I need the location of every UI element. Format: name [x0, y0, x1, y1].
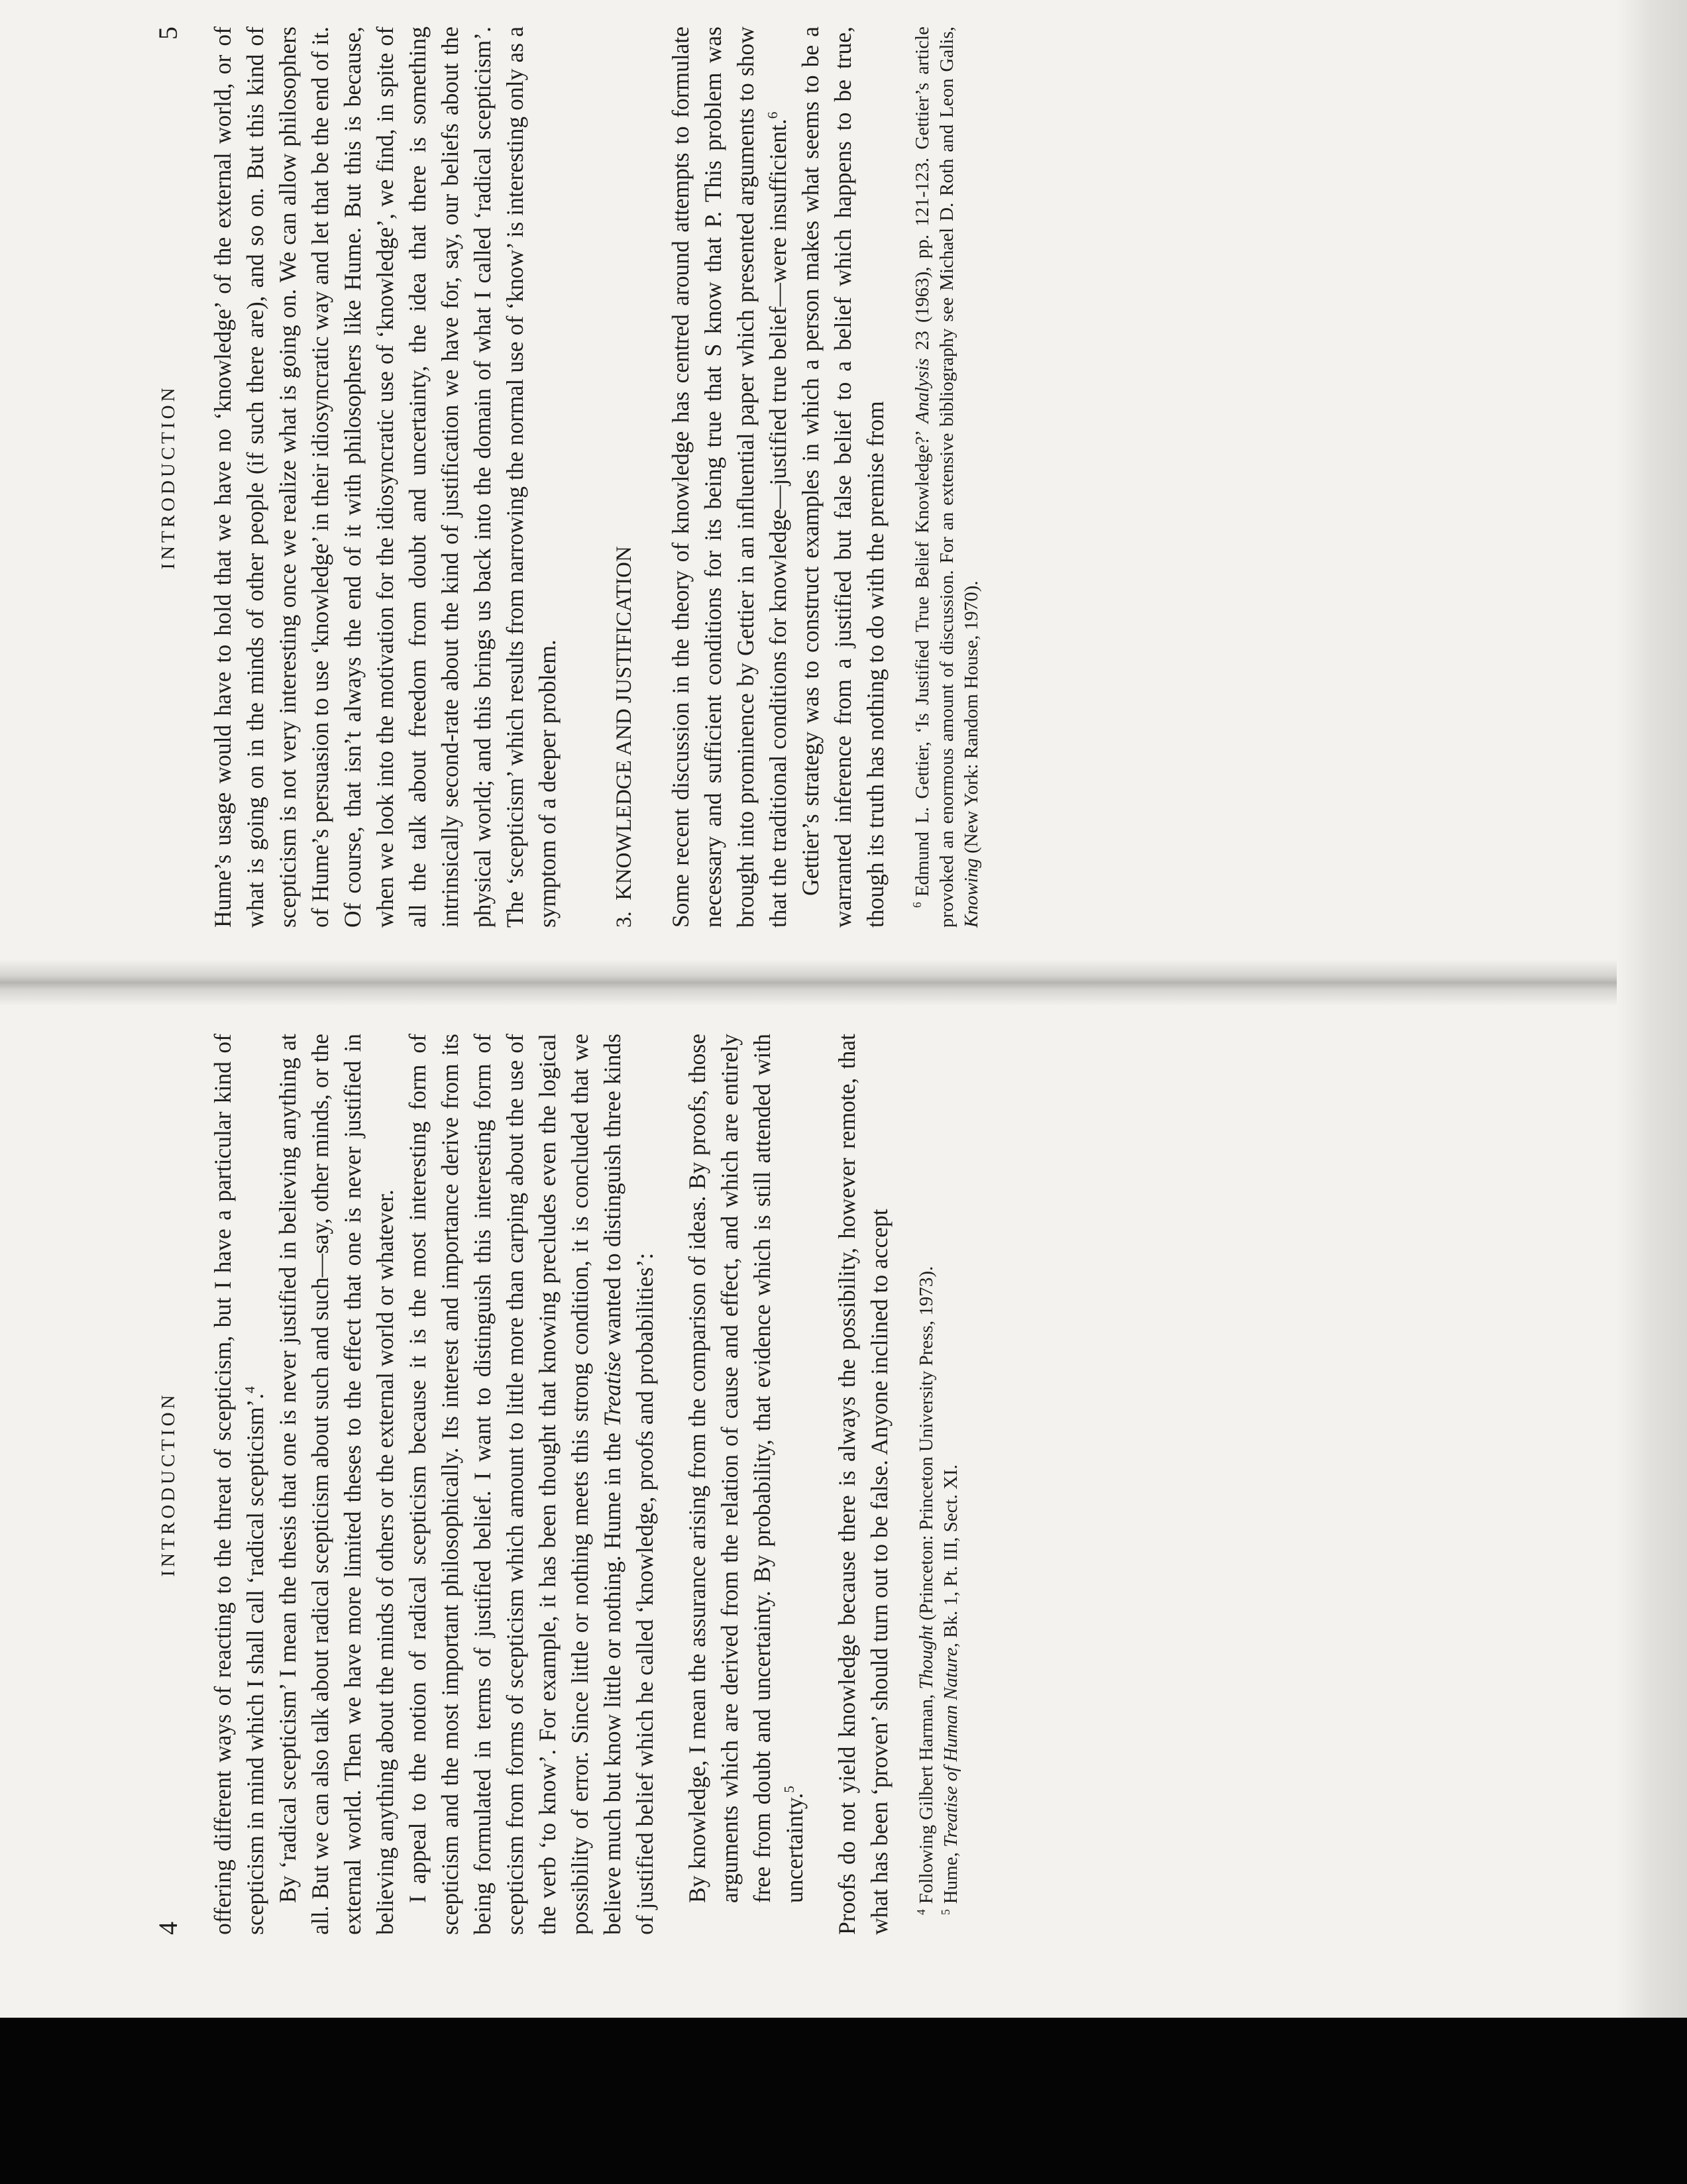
footnote-ref: 4 — [242, 1386, 258, 1393]
quote-text — [681, 1034, 811, 1903]
footnote-ref: 5 — [781, 1786, 798, 1793]
running-head — [152, 1034, 192, 1935]
footnote-italic: Knowing — [961, 858, 982, 928]
block-quote — [681, 1034, 811, 1935]
paragraph-text: offering different ways of reacting to the threat of scepticism, but I have a particular kind of scepticism in mind which I shall call ‘radical scepticism’. — [209, 1034, 268, 1935]
paragraph-text: Some recent discussion in the theory of knowledge has centred around attempts to formulate necessary and sufficient conditions for its being true that S know that P. This problem was brought into prominence by Gettier in an influential paper which presented arguments to show that the traditional conditions for knowledge—justified true belief—were insufficient. — [667, 27, 791, 928]
section-title-cap: J — [612, 694, 636, 704]
footnote-text: Bk. 1, Pt. III, Sect. XI. — [940, 1464, 961, 1638]
paragraph-text: I appeal to the notion of radical scepticism because it is the most interesting form of scepticism and the most important philosophically. Its interest and importance derive from its being formulated in terms of justified belief. I want to distinguish this interesting form of scepticism from forms of scepticism which amount to little more than carping about the use of the verb ‘to know’. For example, it has been thought that knowing precludes even the logical possibility of error. Since little or nothing meets this strong condition, it is concluded that we believe much but know little or nothing. Hume in the — [404, 1034, 626, 1935]
paragraph: Gettier’s strategy was to construct examples in which a person makes what seems to be a warranted inference from a justified but false belief to a belief which happens to be true, though its truth has nothing to do with the premise from — [797, 27, 889, 928]
footnotes — [914, 1034, 963, 1935]
paragraph — [665, 27, 794, 928]
page-body — [207, 27, 892, 928]
footnotes — [910, 27, 984, 928]
running-head — [152, 27, 192, 928]
footnote-italic: Treatise of Human Nature, — [940, 1643, 961, 1847]
section-title-part: NOWLEDGE AND — [612, 703, 636, 885]
paragraph-text: By knowledge, I mean the assurance arising from the comparison of ideas. By proofs, those arguments which are derived from the relation of cause and effect, and which are entirely free from doubt and uncertainty. By probability, that evidence which is still attended with uncertainty. — [684, 1034, 808, 1903]
footnote — [910, 27, 984, 928]
page-4 — [152, 1033, 961, 1935]
page-number: 5 — [153, 27, 183, 40]
scan-background — [0, 2018, 1687, 2184]
paragraph: By ‘radical scepticism’ I mean the thesis that one is never justified in believing anything at all. But we can also talk about radical scepticism about such and such—say, other minds, or the external world. Then we have more limited theses to the effect that one is never justified in believing anything about the minds of others or the external world or whatever. — [274, 1034, 398, 1935]
page-5 — [152, 27, 982, 928]
page-body — [207, 1034, 896, 1935]
footnote-mark: 6 — [910, 902, 924, 908]
footnote — [939, 1034, 963, 1935]
page-edge — [1617, 0, 1687, 2018]
footnote-italic: Thought — [916, 1625, 937, 1690]
running-head-title: INTRODUCTION — [158, 1392, 179, 1577]
paragraph — [402, 1034, 661, 1935]
section-number: 3. — [612, 911, 636, 928]
footnote-text: (New York: Random House, 1970). — [961, 580, 982, 853]
running-head-title: INTRODUCTION — [158, 384, 179, 570]
footnote-text: Hume, — [940, 1852, 961, 1904]
paragraph: Proofs do not yield knowledge because there is always the possibility, however remote, that what has been ‘proven’ should turn out to be false. Anyone inclined to accept — [834, 1034, 893, 1935]
footnote — [914, 1034, 939, 1935]
footnote-text: 23 (1963), pp. 121-123. Gettier’s article provoked an enormous amount of discussion. For an extensive bibliography see Michael D. Roth and Leon Galis, — [912, 27, 957, 928]
section-heading — [608, 27, 641, 928]
footnote-text: (Princeton: Princeton University Press, 1973). — [916, 1266, 937, 1621]
footnote-text: Following Gilbert Harman, — [916, 1694, 937, 1904]
book-title: Treatise — [599, 1351, 626, 1427]
section-title-part: USTIFICATION — [612, 546, 636, 694]
book-gutter — [0, 959, 1687, 1006]
paragraph-text: wanted to distinguish three kinds of justified belief which he called ‘knowledge, proofs and probabilities’: — [599, 1033, 658, 1935]
footnote-mark: 5 — [939, 1909, 953, 1915]
footnote-ref: 6 — [765, 111, 781, 119]
section-title-cap: K — [612, 884, 636, 901]
footnote-mark: 4 — [914, 1909, 928, 1915]
paragraph: Hume’s usage would have to hold that we have no ‘knowledge’ of the external world, or of what is going on in the minds of other people (if such there are), and so on. But this kind of scepticism is not very interesting once we realize what is going on. We can allow philosophers of Hume’s persuasion to use ‘knowledge’ in their idiosyncratic way and let that be the end of it. Of course, that isn’t always the end of it with philosophers like Hume. But this is because, when we look into the motivation for the idiosyncratic use of ‘knowledge’, we find, in spite of all the talk about freedom from doubt and uncertainty, the idea that there is something intrinsically second-rate about the kind of justification we have for, say, our beliefs about the physical world; and this brings us back into the domain of what I called ‘radical scepticism’. The ‘scepticism’ which results from narrowing the normal use of ‘know’ is interesting only as a symptom of a deeper problem. — [209, 27, 561, 928]
footnote-italic: Analysis — [912, 358, 933, 423]
page-number: 4 — [153, 1922, 183, 1935]
paragraph — [207, 1034, 272, 1935]
footnote-text: Edmund L. Gettier, ‘Is Justified True Belief Knowledge?’ — [912, 431, 933, 897]
